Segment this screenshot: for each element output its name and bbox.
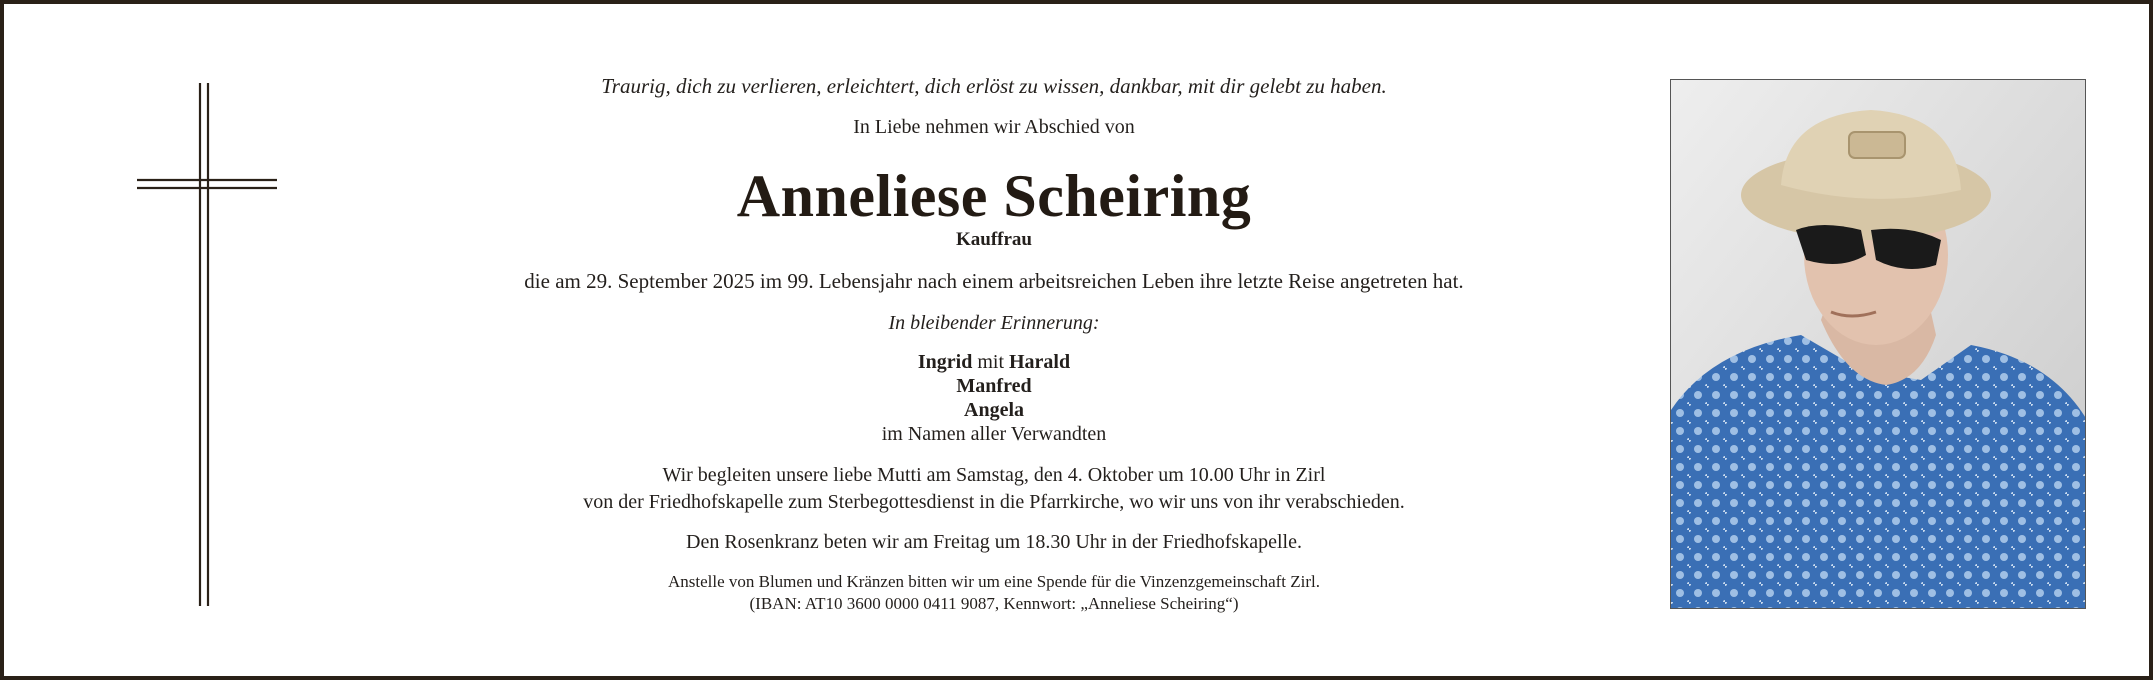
family-member: Manfred (956, 375, 1032, 397)
donation-info (444, 571, 1544, 615)
deceased-name: Anneliese Scheiring (736, 163, 1252, 229)
cross-icon (4, 4, 304, 684)
rosary-info: Den Rosenkranz beten wir am Freitag um 18.30 Uhr in der Friedhofskapelle. (686, 531, 1302, 553)
donation-line-1: Anstelle von Blumen und Kränzen bitten wir um eine Spende für die Vinzenzgemeinschaft Zirl. (667, 572, 1321, 591)
relatives-line: im Namen aller Verwandten (881, 423, 1107, 445)
family-line-1 (444, 350, 1544, 374)
intro-text: In Liebe nehmen wir Abschied von (853, 116, 1135, 138)
family-list (444, 350, 1544, 446)
quote: Traurig, dich zu verlieren, erleichtert, dich erlöst zu wissen, dankbar, mit dir gelebt zu haben. (601, 74, 1387, 98)
notice-text (444, 4, 1544, 684)
family-member: Angela (964, 399, 1024, 421)
profession: Kauffrau (956, 229, 1032, 250)
family-joiner: mit (977, 351, 1004, 373)
family-member: Harald (1009, 351, 1071, 373)
donation-line-2: (IBAN: AT10 3600 0000 0411 9087, Kennwort: „Anneliese Scheiring“) (749, 594, 1239, 613)
funeral-info (444, 462, 1544, 516)
funeral-line-1: Wir begleiten unsere liebe Mutti am Samstag, den 4. Oktober um 10.00 Uhr in Zirl (662, 464, 1326, 486)
funeral-line-2: von der Friedhofskapelle zum Sterbegottesdienst in die Pfarrkirche, wo wir uns von ihr verabschieden. (583, 491, 1405, 513)
family-member: Ingrid (917, 351, 973, 373)
portrait-photo (1670, 79, 2086, 609)
memory-heading: In bleibender Erinnerung: (888, 312, 1100, 334)
death-announcement: die am 29. September 2025 im 99. Lebensjahr nach einem arbeitsreichen Leben ihre letzte Reise angetreten hat. (524, 269, 1464, 293)
portrait-illustration (1671, 80, 2086, 609)
